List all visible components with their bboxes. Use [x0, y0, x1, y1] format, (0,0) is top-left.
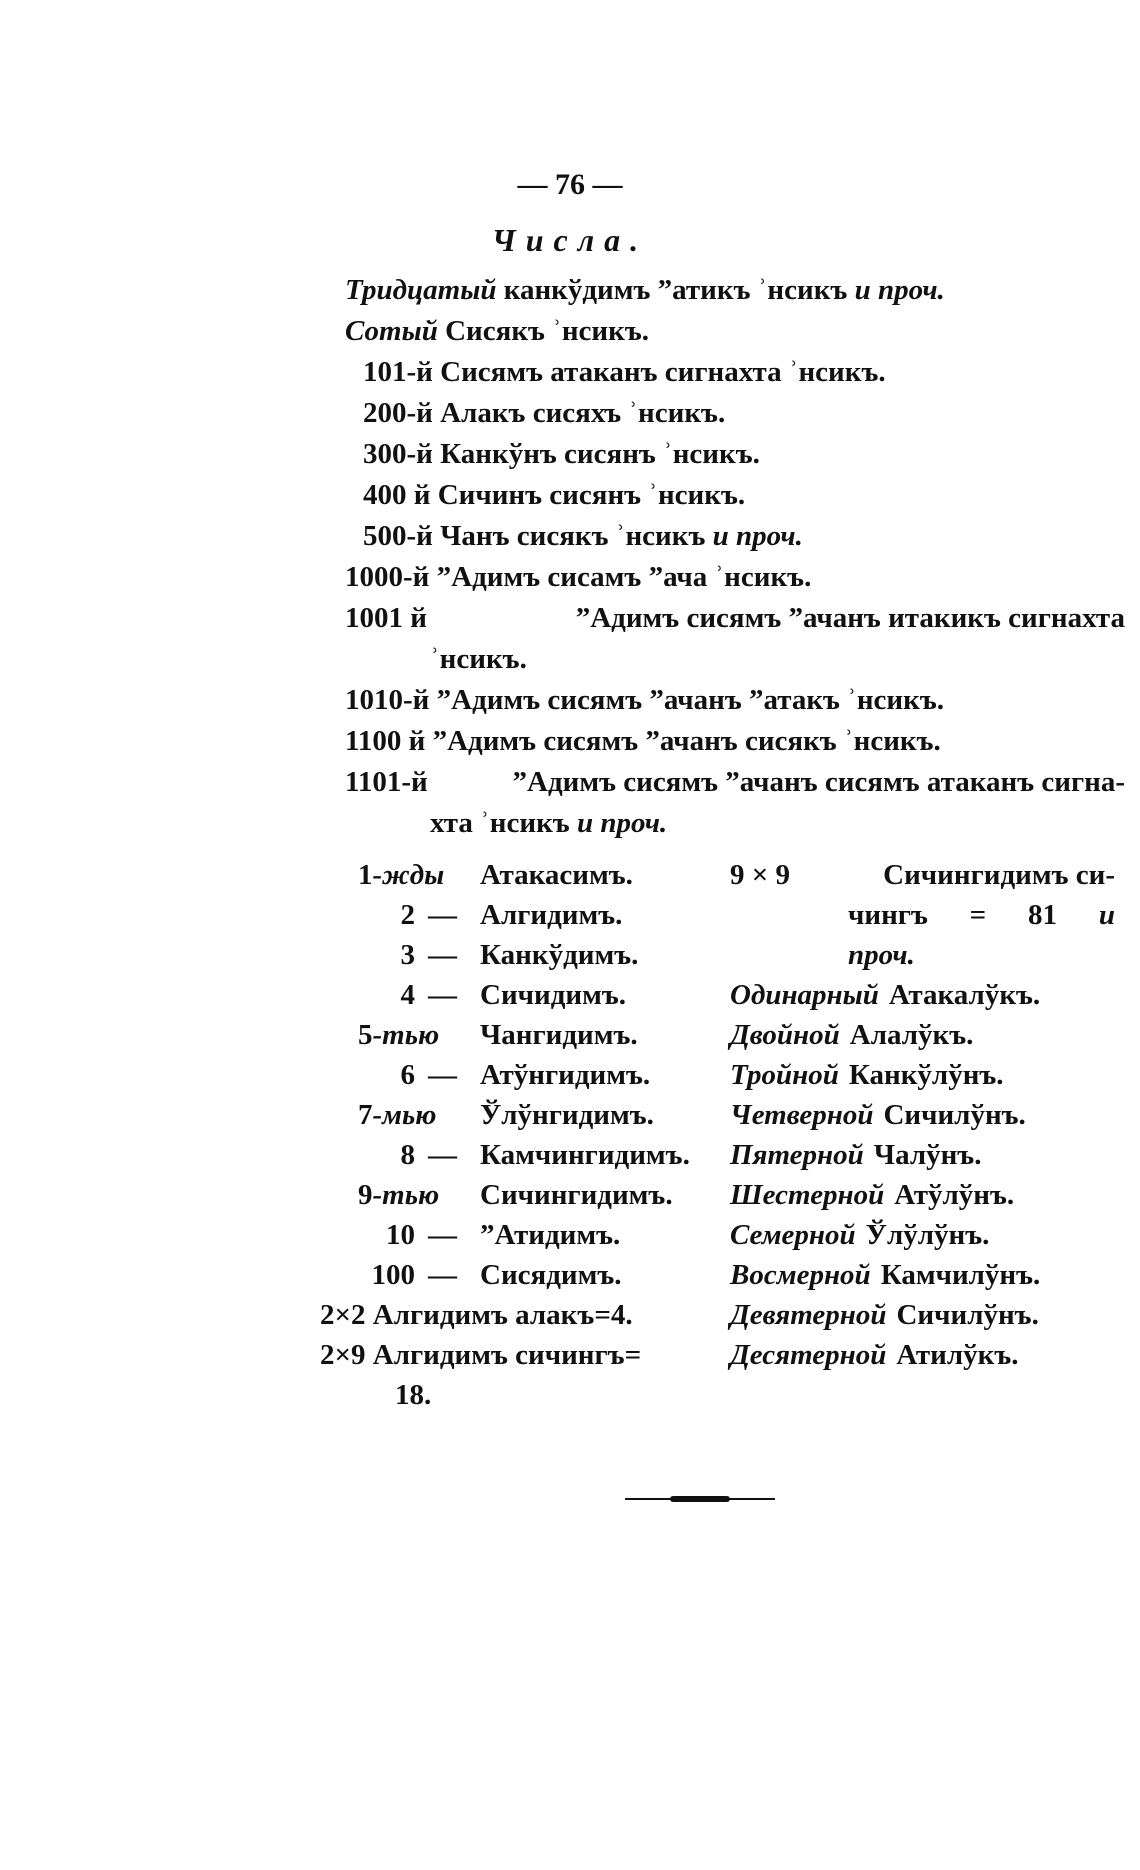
ordinal-word: Атўнгидимъ. — [480, 1059, 651, 1091]
ordinal-row — [320, 1175, 730, 1215]
multiplicative-row — [730, 1335, 1125, 1375]
ordinal-row — [320, 1015, 730, 1055]
right-column — [730, 855, 1125, 1375]
entry-100 — [345, 311, 1125, 352]
ordinal-word: Сисядимъ. — [480, 1259, 622, 1291]
product-row — [320, 1335, 730, 1375]
product-expr: 2×2 — [320, 1299, 366, 1331]
product-expr: 9 × 9 — [730, 859, 791, 891]
multiplicative-word: Атакалўкъ. — [888, 979, 1041, 1011]
ordinal-row — [320, 975, 730, 1015]
product-text: Алгидимъ сичингъ — [372, 1339, 625, 1371]
ordinal-row — [320, 1095, 730, 1135]
num-suffix: -тью — [372, 1179, 440, 1211]
ordinal-num: 6 — [400, 1059, 415, 1091]
multiplicative-row — [730, 1295, 1125, 1335]
entry-101 — [345, 352, 1125, 393]
entry-1001 — [345, 598, 1125, 639]
entry-text: Сисямъ атаканъ сигнахта ʾнсикъ. — [440, 356, 886, 388]
entry-suffix: и проч. — [576, 807, 668, 839]
ordinal-num: 3 — [400, 939, 415, 971]
entry-300 — [345, 434, 1125, 475]
entry-500 — [345, 516, 1125, 557]
entry-label: 400 й — [363, 479, 431, 511]
ordinal-word: Ўлўнгидимъ. — [480, 1099, 654, 1131]
entry-400 — [345, 475, 1125, 516]
entry-label: 1101-й — [345, 766, 428, 798]
num-suffix: -тью — [372, 1019, 440, 1051]
entry-text: ˮАдимъ сисямъ ˮачанъ итакикъ сигнахта — [575, 602, 1125, 634]
product-result: 4. — [610, 1299, 633, 1331]
entry-text: ˮАдимъ сисямъ ˮачанъ сисякъ ʾнсикъ. — [432, 725, 941, 757]
ordinal-word: Камчингидимъ. — [480, 1139, 690, 1171]
multiplicative-label: Четверной — [730, 1099, 874, 1131]
entry-label: 1000-й — [345, 561, 430, 593]
end-ornament — [625, 1496, 775, 1502]
ordinal-word: Чангидимъ. — [480, 1019, 638, 1051]
ordinal-dash: — — [428, 899, 457, 931]
multiplicative-word: Алалўкъ. — [849, 1019, 974, 1051]
ordinal-word: Алгидимъ. — [480, 899, 623, 931]
entry-30 — [345, 270, 1125, 311]
ordinal-num: 100 — [371, 1259, 415, 1291]
ordinal-word: ˮАтидимъ. — [480, 1219, 621, 1251]
multiplicative-label: Шестерной — [730, 1179, 885, 1211]
num-text: 5 — [358, 1019, 373, 1051]
multiplicative-row — [730, 1175, 1125, 1215]
product-suffix: проч. — [848, 939, 915, 971]
ordinal-dash: — — [428, 1259, 457, 1291]
num-text: 1 — [358, 859, 373, 891]
entry-1100 — [345, 721, 1125, 762]
ordinal-dash: — — [428, 939, 457, 971]
multiplicative-row — [730, 1055, 1125, 1095]
ordinal-row — [320, 855, 730, 895]
ordinal-word: Атакасимъ. — [480, 859, 633, 891]
multiplicative-word: Сичилўнъ. — [883, 1099, 1026, 1131]
ordinal-num — [320, 1095, 470, 1135]
ordinal-num — [320, 1175, 470, 1215]
entry-label: 300-й — [363, 438, 433, 470]
product-expr: 2×9 — [320, 1339, 366, 1371]
ornament-bead — [670, 1496, 730, 1502]
ordinal-dash: — — [428, 1059, 457, 1091]
ordinal-row — [320, 895, 730, 935]
ordinal-entries — [345, 270, 1125, 844]
equals-sign: = — [624, 1339, 642, 1371]
product-result: 81 — [1028, 899, 1058, 931]
entry-label: 500-й — [363, 520, 433, 552]
ordinal-num: 4 — [400, 979, 415, 1011]
multiplicative-row — [730, 975, 1125, 1015]
section-title: Числа. — [491, 222, 649, 258]
ordinal-num — [320, 1015, 470, 1055]
entry-text: ˮАдимъ сисямъ ˮачанъ ˮатакъ ʾнсикъ. — [436, 684, 944, 716]
entry-text: Сичинъ сисянъ ʾнсикъ. — [437, 479, 746, 511]
ordinal-row — [320, 1135, 730, 1175]
multiplicative-row — [730, 1135, 1125, 1175]
ordinal-num — [320, 855, 470, 895]
entry-text: ˮАдимъ сисамъ ˮача ʾнсикъ. — [436, 561, 812, 593]
multiplicative-row — [730, 1215, 1125, 1255]
product-9x9 — [730, 855, 1115, 895]
multiplicative-word: Канкўлўнъ. — [848, 1059, 1004, 1091]
ordinal-row — [320, 1255, 730, 1295]
multiplicative-row — [730, 1095, 1125, 1135]
entry-text: ˮАдимъ сисямъ ˮачанъ сисямъ атаканъ сигна- — [512, 766, 1125, 798]
ordinal-row — [320, 1055, 730, 1095]
product-suffix-first: и — [1098, 899, 1115, 931]
multiplicative-label: Восмерной — [730, 1259, 871, 1291]
num-suffix: -жды — [372, 859, 445, 891]
product-row — [320, 1295, 730, 1335]
entry-label: Сотый — [345, 315, 438, 347]
entry-1000 — [345, 557, 1125, 598]
ordinal-num: 8 — [400, 1139, 415, 1171]
equals-sign: = — [969, 899, 987, 931]
multiplicative-label: Десятерной — [730, 1339, 887, 1371]
ordinal-dash: — — [428, 1139, 457, 1171]
multiplicative-label: Двойной — [730, 1019, 840, 1051]
multiplicative-label: Тройной — [730, 1059, 839, 1091]
product-text: Алгидимъ алакъ — [372, 1299, 595, 1331]
multiplicative-word: Атўлўнъ. — [894, 1179, 1015, 1211]
entry-label: 1100 й — [345, 725, 426, 757]
multiplicative-word: Чалўнъ. — [873, 1139, 982, 1171]
ordinal-num: 2 — [400, 899, 415, 931]
ordinal-row — [320, 1215, 730, 1255]
entry-label: 101-й — [363, 356, 433, 388]
entry-text: Чанъ сисякъ ʾнсикъ — [440, 520, 706, 552]
entry-label: 1001 й — [345, 602, 427, 634]
entry-label: 1010-й — [345, 684, 430, 716]
multiplicative-word: Атилўкъ. — [896, 1339, 1019, 1371]
ordinal-row — [320, 935, 730, 975]
product-result-row: 18. — [395, 1379, 432, 1411]
entry-suffix: и проч. — [712, 520, 803, 552]
multiplicative-word: Ўлўлўнъ. — [865, 1219, 990, 1251]
ordinal-dash: — — [428, 979, 457, 1011]
multiplicative-label: Пятерной — [730, 1139, 864, 1171]
product-text-cont: чингъ — [848, 899, 928, 931]
ordinal-word: Канкўдимъ. — [480, 939, 639, 971]
num-text: 7 — [358, 1099, 373, 1131]
multiplicative-label: Одинарный — [730, 979, 879, 1011]
page-number: — 76 — — [517, 168, 623, 201]
product-text: Сичингидимъ си- — [883, 859, 1115, 891]
entry-text: Алакъ сисяхъ ʾнсикъ. — [440, 397, 726, 429]
entry-text: канкўдимъ ˮатикъ ʾнсикъ — [503, 274, 848, 306]
num-suffix: -мью — [372, 1099, 437, 1131]
entry-continuation: ʾнсикъ. — [430, 643, 527, 675]
entry-continuation — [345, 803, 1125, 844]
ordinal-word: Сичингидимъ. — [480, 1179, 673, 1211]
ordinal-word: Сичидимъ. — [480, 979, 627, 1011]
left-column — [320, 855, 730, 1415]
entry-label: 200-й — [363, 397, 433, 429]
entry-1101 — [345, 762, 1125, 803]
multiplicative-label: Девятерной — [730, 1299, 887, 1331]
product-9x9-cont — [730, 895, 1115, 935]
multiplicative-row — [730, 1015, 1125, 1055]
entry-1010 — [345, 680, 1125, 721]
entry-label: Тридцатый — [345, 274, 497, 306]
entry-text: Сисякъ ʾнсикъ. — [445, 315, 650, 347]
multiplicative-word: Сичилўнъ. — [896, 1299, 1039, 1331]
equals-sign: = — [594, 1299, 611, 1331]
entry-200 — [345, 393, 1125, 434]
entry-text: Канкўнъ сисянъ ʾнсикъ. — [440, 438, 760, 470]
num-text: 9 — [358, 1179, 373, 1211]
ordinal-dash: — — [428, 1219, 457, 1251]
ordinal-num: 10 — [386, 1219, 415, 1251]
multiplicative-label: Семерной — [730, 1219, 856, 1251]
multiplicative-word: Камчилўнъ. — [880, 1259, 1041, 1291]
entry-continuation-text: хта ʾнсикъ — [430, 807, 570, 839]
multiplicative-row — [730, 1255, 1125, 1295]
entry-suffix: и проч. — [854, 274, 945, 306]
